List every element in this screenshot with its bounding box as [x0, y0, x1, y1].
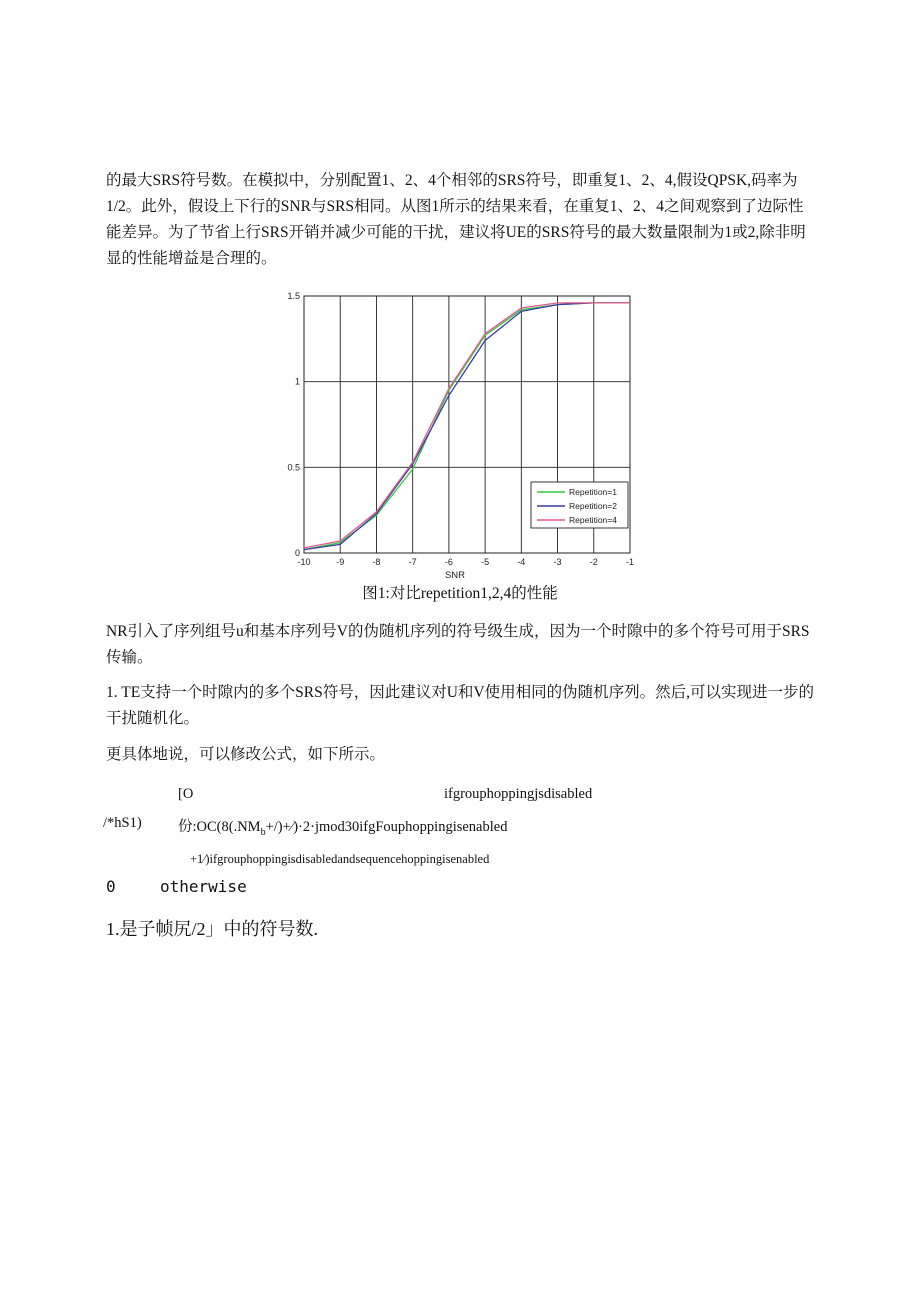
performance-chart: [280, 286, 644, 584]
x-tick-label: -7: [408, 557, 417, 567]
legend-label: Repetition=1: [569, 487, 617, 497]
formula-line1-left: [O: [178, 786, 194, 802]
x-tick-label: -3: [553, 557, 562, 567]
y-tick-label: 0: [294, 548, 300, 558]
body-paragraph-3: 1. TE支持一个时隙内的多个SRS符号，因此建议对U和V使用相同的伪随机序列。然后,可以实现进一步的干扰随机化。: [106, 684, 815, 727]
x-tick-label: -5: [481, 557, 490, 567]
formula-line2-subscript: b: [260, 826, 266, 838]
x-tick-label: -4: [517, 557, 526, 567]
formula-line2-tail: +/)+⁄)·2·jmod30ifgFouphoppingisenabled: [265, 819, 508, 835]
body-paragraph-2: NR引入了序列组号u和基本序列号V的伪随机序列的符号级生成，因为一个时隙中的多个符号可用于SRS传输。: [106, 623, 810, 666]
formula-line1-right: ifgrouphoppingjsdisabled: [444, 786, 593, 802]
figure-caption: 图1:对比repetition1,2,4的性能: [362, 585, 558, 602]
chart-svg: [280, 286, 644, 584]
formula-line2-main: 份:OC(8(.NM: [178, 819, 261, 835]
x-tick-label: -1: [625, 557, 635, 567]
body-paragraph-1: 的最大SRS符号数。在模拟中，分别配置1、2、4个相邻的SRS符号，即重复1、2、4,假设QPSK,码率为1/2。此外，假设上下行的SNR与SRS相同。从图1所示的结果来看，在重复1、2、4之间观察到了边际性能差异。为了节省上行SRS开销并减少可能的干扰，建议将UE的SRS符号的最大数量限制为1或2,除非明显的性能增益是合理的。: [106, 172, 806, 267]
y-tick-label: 1.5: [287, 291, 300, 301]
formula-line5: 1.是子帧尻/2」中的符号数.: [106, 919, 318, 939]
legend-label: Repetition=4: [569, 515, 617, 525]
x-axis-label: SNR: [444, 570, 466, 581]
x-tick-label: -6: [444, 557, 453, 567]
x-tick-label: -9: [336, 557, 345, 567]
body-paragraph-4: 更具体地说，可以修改公式，如下所示。: [106, 746, 386, 763]
formula-line3: +1⁄)ifgrouphoppingisdisabledandsequencehoppingisenabled: [190, 852, 490, 866]
formula-line2-left: /*hS1): [103, 815, 142, 831]
formula-line4-left: 0: [106, 877, 116, 896]
x-tick-label: -10: [297, 557, 311, 567]
legend-label: Repetition=2: [569, 501, 617, 511]
formula-line2: [178, 815, 507, 838]
y-tick-label: 1: [294, 376, 300, 387]
formula-line4-right: otherwise: [160, 877, 247, 896]
y-tick-label: 0.5: [287, 462, 300, 473]
x-tick-label: -8: [372, 557, 381, 567]
x-tick-label: -2: [589, 557, 598, 567]
